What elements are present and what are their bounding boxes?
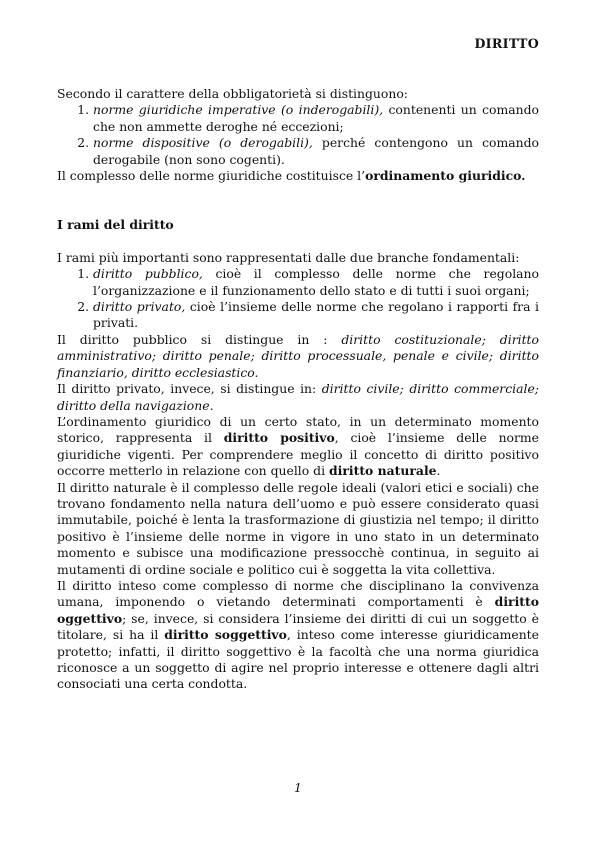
list-item-desc: cioè l’insieme delle norme che regolano i rapporti fra i privati.	[93, 299, 539, 331]
naturale-paragraph: Il diritto naturale è il complesso delle regole ideali (valori etici e sociali) che trovano fondamento nella natura dell’uomo e può essere considerato quasi immutabile, poiché è lenta la trasformazione di giustizia nel tempo; il diritto positivo è l’insieme delle norme in vigore in uno stato in un determinato momento e subisce una modificazione pressocchè continua, in seguito ai mutamenti di ordine sociale e politico cui è soggetta la vita collettiva.	[57, 479, 539, 577]
text-span: , cioè l’insieme delle norme giuridiche vigenti. Per comprendere meglio il concetto di diritto positivo occorre metterlo in relazione con quello di	[57, 430, 540, 479]
bold-term: diritto naturale	[328, 463, 437, 479]
text-span: Il complesso delle norme giuridiche costituisce l’	[57, 168, 366, 184]
oggettivo-paragraph	[57, 578, 539, 693]
page-content	[57, 86, 539, 693]
obbligatorieta-list	[57, 102, 539, 168]
list-item-desc: cioè il complesso delle norme che regolano l’organizzazione e il funzionamento dello stato e di tutti i suoi organi;	[93, 266, 539, 298]
positivo-paragraph	[57, 414, 539, 480]
list-item-desc: contenenti un comando che non ammette deroghe né eccezioni;	[93, 102, 539, 134]
text-span: Il diritto pubblico si distingue in :	[57, 331, 342, 347]
bold-term: diritto soggettivo	[164, 627, 287, 643]
list-item-term: norme dispositive (o derogabili),	[93, 135, 313, 151]
rami-list	[57, 266, 539, 332]
italic-list: diritto costituzionale; diritto amministrativo; diritto penale; diritto processuale, penale e civile; diritto finanziario, diritto ecclesiastico.	[57, 331, 539, 380]
text-span: Il diritto inteso come complesso di norme che disciplinano la convivenza umana, imponendo o vietando determinati comportamenti è	[57, 577, 539, 610]
text-span: Il diritto privato, invece, si distingue in:	[57, 381, 322, 397]
text-span: .	[436, 463, 441, 479]
list-item	[93, 299, 539, 332]
list-item-term: norme giuridiche imperative (o inderogabili),	[93, 102, 384, 118]
text-span: L’ordinamento giuridico di un certo stato, in un determinato momento storico, rappresenta il	[57, 413, 539, 446]
privato-paragraph	[57, 381, 539, 414]
list-item	[93, 135, 539, 168]
list-item-term: diritto pubblico,	[93, 266, 203, 282]
text-span: , inteso come interesse giuridicamente protetto; infatti, il diritto soggettivo è la facoltà che una norma giuridica riconosce a un soggetto di agire nel proprio interesse e ottenere dagli altri consociati una certa condotta.	[57, 627, 539, 692]
pubblico-paragraph	[57, 332, 539, 381]
bold-term: ordinamento giuridico.	[365, 168, 526, 184]
section-title: I rami del diritto	[57, 217, 174, 233]
page-header-title: DIRITTO	[474, 36, 539, 51]
intro-paragraph: Secondo il carattere della obbligatorietà si distinguono:	[57, 86, 408, 101]
bold-term: diritto oggettivo	[57, 594, 539, 626]
text-span: ; se, invece, si considera l’insieme dei diritti di cui un soggetto è titolare, si ha il	[57, 610, 539, 643]
bold-term: diritto positivo	[223, 430, 335, 446]
ordinamento-paragraph	[57, 168, 539, 184]
list-item-desc: perché contengono un comando derogabile (non sono cogenti).	[93, 135, 539, 167]
page-number: 1	[294, 780, 302, 795]
list-item	[93, 102, 539, 135]
list-item-term: diritto privato,	[93, 299, 186, 315]
rami-intro-paragraph: I rami più importanti sono rappresentati dalle due branche fondamentali:	[57, 249, 520, 265]
list-item	[93, 266, 539, 299]
italic-list: diritto civile; diritto commerciale; diritto della navigazione.	[57, 381, 539, 413]
